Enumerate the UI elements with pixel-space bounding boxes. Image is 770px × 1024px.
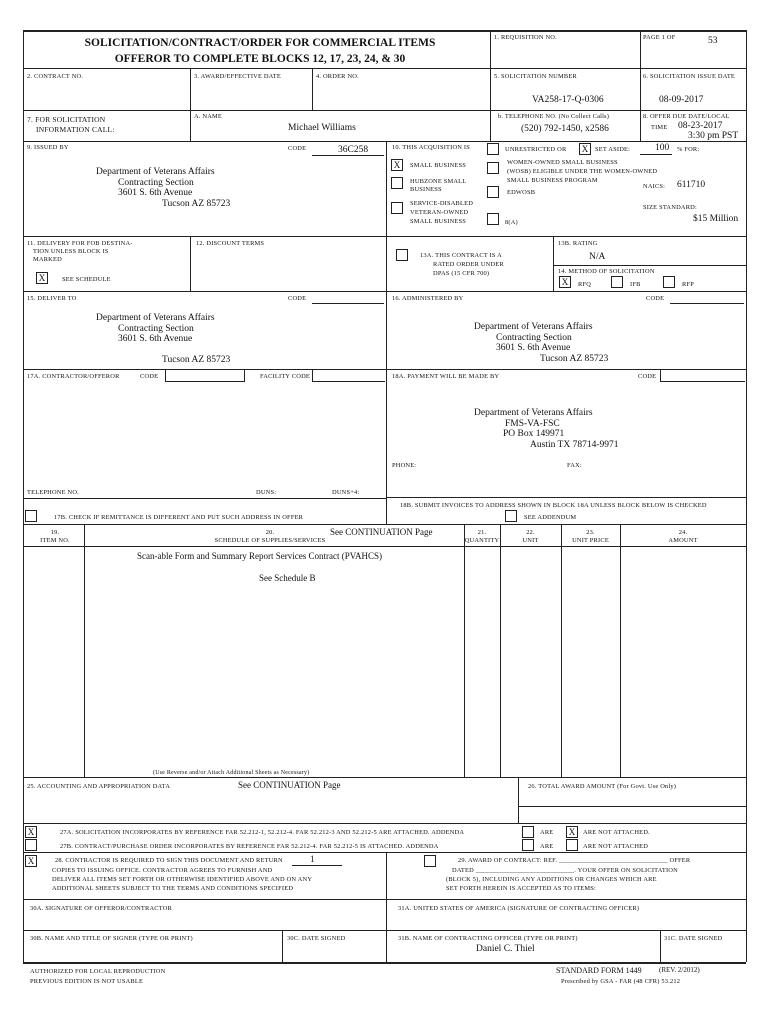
grid-line <box>23 498 386 499</box>
contractor-code-label: CODE <box>140 373 159 380</box>
grid-line <box>23 141 746 142</box>
rfp-checkbox[interactable] <box>663 276 675 288</box>
telephone-label: TELEPHONE NO. <box>27 489 79 496</box>
clause-29-checkbox[interactable] <box>424 855 436 867</box>
eight-a-checkbox[interactable] <box>487 213 499 225</box>
grid-line <box>490 30 491 141</box>
grid-line <box>312 68 313 110</box>
address-line: Austin TX 78714-9971 <box>530 439 619 450</box>
grid-line <box>282 930 283 962</box>
rfq-label: RFQ <box>578 281 592 288</box>
unrestricted-label: UNRESTRICTED OR <box>505 146 567 153</box>
title-line-2: OFFEROR TO COMPLETE BLOCKS 12, 17, 23, 24, & 30 <box>114 53 406 65</box>
title-line-1: SOLICITATION/CONTRACT/ORDER FOR COMMERCIAL ITEMS <box>84 37 436 49</box>
address-line: Tucson AZ 85723 <box>540 353 609 364</box>
rated-order-checkbox[interactable] <box>396 249 408 261</box>
administered-by-address <box>450 322 690 364</box>
footer-authorized: AUTHORIZED FOR LOCAL REPRODUCTION <box>30 968 166 975</box>
offer-due-time[interactable]: 3:30 pm PST <box>688 131 739 141</box>
name-label: A. NAME <box>194 113 223 120</box>
col-title: UNIT PRICE <box>572 537 609 544</box>
clause-27b-label: 27B. CONTRACT/PURCHASE ORDER INCORPORATES BY REFERENCE FAR 52.212-4. FAR 52.212-5 IS ATTACHED. ADDENDA <box>60 843 439 850</box>
percent-for-label: % FOR: <box>677 146 700 153</box>
wosb-label-2: (WOSB) ELIGIBLE UNDER THE WOMEN-OWNED <box>507 168 658 175</box>
method-label: 14. METHOD OF SOLICITATION <box>558 268 655 275</box>
address-line: Department of Veterans Affairs <box>474 322 593 332</box>
payment-phone-label: PHONE: <box>392 462 417 469</box>
col-supplies-header <box>200 529 340 545</box>
contractor-code-box[interactable] <box>165 370 245 382</box>
accounting-label: 25. ACCOUNTING AND APPROPRIATION DATA <box>27 783 171 790</box>
hubzone-label-1: HUBZONE SMALL <box>410 178 467 185</box>
unrestricted-checkbox[interactable] <box>487 143 499 155</box>
address-line: Department of Veterans Affairs <box>96 167 215 177</box>
naics-code[interactable]: 611710 <box>677 180 706 190</box>
return-copies-count[interactable]: 1 <box>310 854 315 864</box>
grid-line <box>23 899 746 900</box>
27b-are-checkbox[interactable] <box>522 839 534 851</box>
col-item-no-header <box>30 529 80 545</box>
contact-name[interactable]: Michael Williams <box>288 123 356 133</box>
grid-line <box>23 777 746 778</box>
deliver-to-address <box>70 313 290 365</box>
clause-27b-checkbox[interactable] <box>25 839 37 851</box>
delivery-label-1: 11. DELIVERY FOR FOB DESTINA- <box>27 240 133 247</box>
grid-line <box>660 930 661 962</box>
administered-by-code-label: CODE <box>646 295 665 302</box>
payment-label: 18A. PAYMENT WILL BE MADE BY <box>392 373 500 380</box>
award-date-label: 3. AWARD/EFFECTIVE DATE <box>194 73 281 80</box>
address-line: Department of Veterans Affairs <box>96 313 215 323</box>
address-line: 3601 S. 6th Avenue <box>118 188 193 198</box>
small-business-checkbox[interactable]: X <box>391 159 403 171</box>
footer-form-number: STANDARD FORM 1449 <box>556 966 642 975</box>
address-line: 3601 S. 6th Avenue <box>118 334 193 344</box>
grid-line <box>190 236 191 291</box>
grid-line <box>518 777 519 823</box>
clause-28-line-2: COPIES TO ISSUING OFFICE. CONTRACTOR AGREES TO FURNISH AND <box>52 867 273 874</box>
issued-by-code-label: CODE <box>288 145 307 152</box>
facility-code-label: FACILITY CODE <box>260 373 310 380</box>
grid-line <box>23 110 746 111</box>
telephone-number[interactable]: (520) 792-1450, x2586 <box>521 124 609 134</box>
col-title: AMOUNT <box>668 537 698 544</box>
footer-prescribed: Prescribed by GSA - FAR (48 CFR) 53.212 <box>561 978 681 985</box>
small-business-label: SMALL BUSINESS <box>410 162 467 169</box>
address-line: Contracting Section <box>118 323 194 334</box>
address-line: 3601 S. 6th Avenue <box>496 343 571 353</box>
signature-31a-label: 31A. UNITED STATES OF AMERICA (SIGNATURE OF CONTRACTING OFFICER) <box>398 905 640 912</box>
grid-line <box>464 524 465 777</box>
rating-label: 13B. RATING <box>558 240 598 247</box>
grid-line <box>190 68 191 110</box>
telephone-label: b. TELEPHONE NO. (No Collect Calls) <box>498 113 610 120</box>
ifb-label: IFB <box>630 281 641 288</box>
footer-revision: (REV. 2/2012) <box>659 966 700 974</box>
return-copies-line <box>292 856 342 866</box>
set-aside-checkbox[interactable]: X <box>579 143 591 155</box>
header-continuation-note: See CONTINUATION Page <box>330 527 433 537</box>
see-addendum-label: SEE ADDENDUM <box>524 514 577 521</box>
set-aside-label: SET ASIDE: <box>595 146 631 153</box>
address-line: PO Box 149971 <box>503 429 565 439</box>
sdvosb-label-2: VETERAN-OWNED <box>410 209 469 216</box>
form-title <box>40 35 480 67</box>
col-title: SCHEDULE OF SUPPLIES/SERVICES <box>214 537 326 544</box>
page-total: 53 <box>708 36 718 46</box>
rfp-label: RFP <box>682 281 694 288</box>
clause-29-line-4: SET FORTH HEREIN IS ACCEPTED AS TO ITEMS: <box>446 885 597 892</box>
administered-by-label: 16. ADMINISTERED BY <box>392 295 464 302</box>
address-line: Tucson AZ 85723 <box>162 354 231 365</box>
officer-name-31b-label: 31B. NAME OF CONTRACTING OFFICER (TYPE OR PRINT) <box>398 935 578 942</box>
info-call-label-2: INFORMATION CALL: <box>36 125 115 134</box>
grid-line <box>553 236 554 291</box>
col-number: 21. <box>477 529 487 536</box>
grid-line <box>23 524 746 525</box>
clause-29-line-2: DATED _____________________________. YOUR OFFER ON SOLICITATION <box>452 867 678 874</box>
grid-line <box>23 852 746 853</box>
rated-order-label-2: RATED ORDER UNDER <box>433 261 504 268</box>
remittance-checkbox[interactable] <box>25 510 37 522</box>
grid-line <box>23 236 746 237</box>
col-number: 23. <box>586 529 595 536</box>
grid-line <box>23 30 24 962</box>
grid-line <box>386 852 387 962</box>
requisition-label: 1. REQUISITION NO. <box>494 34 557 41</box>
issue-date-label: 6. SOLICITATION ISSUE DATE <box>643 73 736 80</box>
clause-28-checkbox[interactable]: X <box>25 855 37 867</box>
issue-date[interactable]: 08-09-2017 <box>659 95 704 105</box>
acquisition-label: 10. THIS ACQUISITION IS <box>392 144 470 151</box>
accounting-continuation: See CONTINUATION Page <box>238 780 341 790</box>
see-addendum-checkbox[interactable] <box>505 510 517 522</box>
eight-a-label: 8(A) <box>505 219 518 226</box>
size-standard-label: SIZE STANDARD: <box>643 204 697 211</box>
address-line: Contracting Section <box>118 177 194 188</box>
signature-30a-label: 30A. SIGNATURE OF OFFEROR/CONTRACTOR <box>30 905 173 912</box>
grid-line <box>746 30 747 962</box>
col-unit-header <box>500 529 561 545</box>
clause-28-line-3: DELIVER ALL ITEMS SET FORTH OR OTHERWISE IDENTIFIED ABOVE AND ON ANY <box>52 876 313 883</box>
payment-code-box[interactable] <box>660 370 745 382</box>
grid-line <box>84 524 85 777</box>
address-line: FMS-VA-FSC <box>505 418 560 429</box>
schedule-description: Scan-able Form and Summary Report Services Contract (PVAHCS) <box>137 551 383 561</box>
signer-name-30b-label: 30B. NAME AND TITLE OF SIGNER (TYPE OR PRINT) <box>30 935 193 942</box>
27b-are-not-checkbox[interactable] <box>566 839 578 851</box>
clause-28-line-4: ADDITIONAL SHEETS SUBJECT TO THE TERMS AND CONDITIONS SPECIFIED <box>52 885 294 892</box>
reverse-note: (Use Reverse and/or Attach Additional Sheets as Necessary) <box>153 770 310 776</box>
form-bottom-border <box>23 962 746 964</box>
col-number: 22. <box>526 529 535 536</box>
sdvosb-label-1: SERVICE-DISABLED <box>410 200 474 207</box>
rated-order-label-3: DPAS (15 CFR 700) <box>433 270 490 277</box>
page-label: PAGE 1 OF <box>643 34 676 41</box>
clause-28-line-1: 28. CONTRACTOR IS REQUIRED TO SIGN THIS DOCUMENT AND RETURN <box>55 857 283 864</box>
hubzone-label-2: BUSINESS <box>410 186 442 193</box>
naics-label: NAICS: <box>643 183 666 190</box>
col-title: QUANTITY <box>464 537 500 544</box>
grid-line <box>23 546 746 547</box>
offer-due-label: 8. OFFER DUE DATE/LOCAL <box>643 113 730 120</box>
submit-invoices-label: 18B. SUBMIT INVOICES TO ADDRESS SHOWN IN BLOCK 18A UNLESS BLOCK BELOW IS CHECKED <box>400 502 707 509</box>
grid-line <box>386 141 387 524</box>
total-award-line <box>518 806 746 807</box>
col-amount-header <box>620 529 746 545</box>
grid-line <box>23 291 746 292</box>
edwosb-label: EDWOSB <box>507 189 536 196</box>
footer-previous-edition: PREVIOUS EDITION IS NOT USABLE <box>30 978 144 985</box>
see-schedule-checkbox[interactable]: X <box>36 272 48 284</box>
27a-are-checkbox[interactable] <box>522 826 534 838</box>
27b-are-not-label: ARE NOT ATTACHED <box>583 843 649 850</box>
rating-value[interactable]: N/A <box>589 252 606 262</box>
address-line: Department of Veterans Affairs <box>474 408 593 418</box>
27a-are-not-checkbox[interactable]: X <box>566 826 578 838</box>
wosb-checkbox[interactable] <box>487 162 499 174</box>
27b-are-label: ARE <box>540 843 554 850</box>
grid-line <box>620 524 621 777</box>
issued-by-address <box>70 167 290 209</box>
delivery-label-2: TION UNLESS BLOCK IS <box>33 248 109 255</box>
contractor-label: 17A. CONTRACTOR/OFFEROR <box>27 373 120 380</box>
col-number: 20. <box>265 529 275 536</box>
deliver-to-code-box <box>312 293 384 304</box>
sdvosb-checkbox[interactable] <box>391 202 403 214</box>
remittance-label: 17B. CHECK IF REMITTANCE IS DIFFERENT AND PUT SUCH ADDRESS IN OFFER <box>54 514 304 521</box>
delivery-label-3: MARKED <box>33 256 62 263</box>
grid-line <box>23 823 746 824</box>
deliver-to-label: 15. DELIVER TO <box>27 295 77 302</box>
hubzone-checkbox[interactable] <box>391 177 403 189</box>
27a-are-label: ARE <box>540 829 554 836</box>
solicitation-number-label: 5. SOLICITATION NUMBER <box>494 73 577 80</box>
facility-code-box[interactable] <box>312 370 385 382</box>
rated-order-label-1: 13A. THIS CONTRACT IS A <box>420 252 502 259</box>
form-top-border <box>23 30 746 32</box>
contracting-officer-name: Daniel C. Thiel <box>476 944 535 954</box>
grid-line <box>500 524 501 777</box>
wosb-label-1: WOMEN-OWNED SMALL BUSINESS <box>507 159 618 166</box>
date-signed-31c-label: 31C. DATE SIGNED <box>664 935 723 942</box>
col-number: 19. <box>50 529 60 536</box>
clause-27a-checkbox[interactable]: X <box>25 826 37 838</box>
grid-line <box>190 110 191 141</box>
duns-label: DUNS: <box>256 489 277 496</box>
payment-address <box>450 408 690 450</box>
total-award-label: 26. TOTAL AWARD AMOUNT (For Govt. Use Only) <box>528 783 677 790</box>
grid-line <box>561 524 562 777</box>
sdvosb-label-3: SMALL BUSINESS <box>410 218 467 225</box>
solicitation-number[interactable]: VA258-17-Q-0306 <box>532 95 604 105</box>
issued-by-label: 9. ISSUED BY <box>27 144 69 151</box>
edwosb-checkbox[interactable] <box>487 186 499 198</box>
date-signed-30c-label: 30C. DATE SIGNED <box>287 935 346 942</box>
see-schedule-label: SEE SCHEDULE <box>62 276 111 283</box>
address-line: Tucson AZ 85723 <box>162 198 231 209</box>
grid-line <box>23 68 746 69</box>
contract-no-label: 2. CONTRACT NO. <box>27 73 84 80</box>
duns4-label: DUNS+4: <box>332 489 360 496</box>
discount-terms-label: 12. DISCOUNT TERMS <box>196 240 265 247</box>
payment-code-label: CODE <box>638 373 657 380</box>
size-standard[interactable]: $15 Million <box>693 214 739 224</box>
grid-line <box>553 265 746 266</box>
col-title: UNIT <box>522 537 539 544</box>
schedule-see-schedule-b: See Schedule B <box>259 573 316 583</box>
clause-29-line-3: (BLOCK 5), INCLUDING ANY ADDITIONS OR CHANGES WHICH ARE <box>446 876 657 883</box>
col-quantity-header <box>464 529 500 545</box>
payment-fax-label: FAX: <box>567 462 582 469</box>
col-number: 24. <box>678 529 688 536</box>
grid-line <box>640 30 641 141</box>
col-title: ITEM NO. <box>40 537 70 544</box>
set-aside-percent[interactable]: 100 <box>655 143 670 153</box>
deliver-to-code-label: CODE <box>288 295 307 302</box>
order-no-label: 4. ORDER NO. <box>316 73 359 80</box>
grid-line <box>386 497 746 498</box>
col-unit-price-header <box>561 529 620 545</box>
offer-due-date[interactable]: 08-23-2017 <box>678 121 723 131</box>
clause-29-line-1: 29. AWARD OF CONTRACT: REF. ________________________________ OFFER <box>458 857 691 864</box>
grid-line <box>23 930 746 931</box>
administered-by-code-box <box>670 293 744 304</box>
clause-27a-label: 27A. SOLICITATION INCORPORATES BY REFERENCE FAR 52.212-1, 52.212-4. FAR 52.212-3 AND 52.212-5 ARE ATTACHED. ADDENDA <box>60 829 465 836</box>
time-label: TIME <box>651 124 668 131</box>
ifb-checkbox[interactable] <box>611 276 623 288</box>
rfq-checkbox[interactable]: X <box>559 276 571 288</box>
issued-by-code[interactable]: 36C258 <box>338 145 369 155</box>
address-line: Contracting Section <box>496 332 572 343</box>
wosb-label-3: SMALL BUSINESS PROGRAM <box>507 177 598 184</box>
27a-are-not-label: ARE NOT ATTACHED. <box>583 829 650 836</box>
info-call-label-1: 7. FOR SOLICITATION <box>27 115 106 124</box>
